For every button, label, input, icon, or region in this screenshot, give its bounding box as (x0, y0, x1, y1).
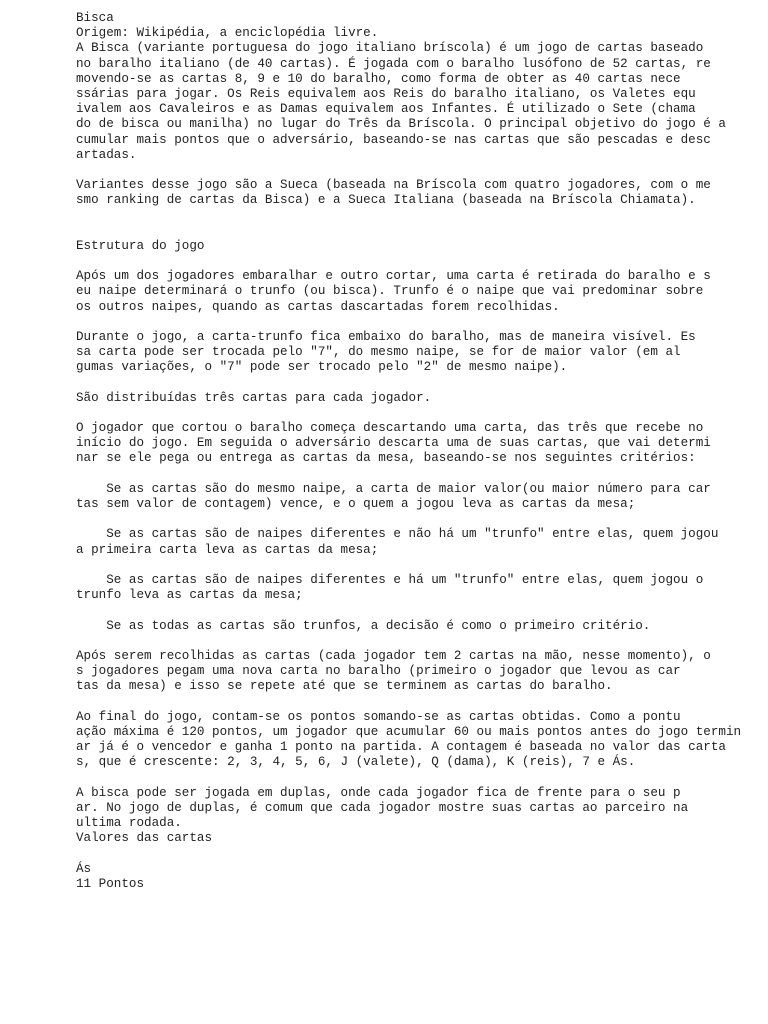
blank-line (76, 224, 756, 239)
text-line: ar. No jogo de duplas, é comum que cada jogador mostre suas cartas ao parceiro na (76, 800, 689, 815)
text-line: os outros naipes, quando as cartas dascartadas forem recolhidas. (76, 299, 560, 314)
blank-line (76, 512, 756, 527)
text-line: tas da mesa) e isso se repete até que se terminem as cartas do baralho. (76, 679, 613, 694)
blank-line (76, 603, 756, 618)
text-line: ssárias para jogar. Os Reis equivalem aos Reis do baralho italiano, os Valetes equ (76, 86, 696, 101)
text-line: Valores das cartas (76, 831, 213, 846)
text-line: movendo-se as cartas 8, 9 e 10 do baralho, como forma de obter as 40 cartas nece (76, 71, 681, 86)
text-line: início do jogo. Em seguida o adversário descarta uma de suas cartas, que vai determi (76, 436, 711, 451)
text-line: a primeira carta leva as cartas da mesa; (76, 542, 379, 557)
blank-line (76, 634, 756, 649)
text-line: s, que é crescente: 2, 3, 4, 5, 6, J (valete), Q (dama), K (reis), 7 e Ás. (76, 755, 636, 770)
blank-line (76, 406, 756, 421)
text-line: ivalem aos Cavaleiros e as Damas equivalem aos Infantes. É utilizado o Sete (chama (76, 102, 696, 117)
text-line: Estrutura do jogo (76, 238, 205, 253)
text-line: 11 Pontos (76, 876, 145, 891)
document-title: Bisca (76, 11, 114, 25)
text-line: Se as cartas são do mesmo naipe, a carta de maior valor(ou maior número para car (76, 481, 711, 496)
blank-line (76, 467, 756, 482)
text-line: ar já é o vencedor e ganha 1 ponto na partida. A contagem é baseada no valor das carta (76, 740, 726, 754)
blank-line (76, 254, 756, 269)
text-line: Variantes desse jogo são a Sueca (baseada na Bríscola com quatro jogadores, com o me (76, 178, 711, 193)
text-line: Durante o jogo, a carta-trunfo fica embaixo do baralho, mas de maneira visível. Es (76, 329, 696, 344)
text-line: Após um dos jogadores embaralhar e outro cortar, uma carta é retirada do baralho e s (76, 269, 711, 284)
text-line: Ás (76, 861, 92, 876)
text-line: Ao final do jogo, contam-se os pontos somando-se as cartas obtidas. Como a pontu (76, 709, 681, 724)
blank-line (76, 376, 756, 391)
blank-line (76, 770, 756, 785)
text-line: do de bisca ou manilha) no lugar do Três da Bríscola. O principal objetivo do jogo é a (76, 117, 726, 132)
text-line: Se as todas as cartas são trunfos, a decisão é como o primeiro critério. (76, 618, 651, 633)
text-line: ação máxima é 120 pontos, um jogador que acumular 60 ou mais pontos antes do jogo termin (76, 724, 742, 739)
text-line: artadas. (76, 147, 137, 162)
text-line: no baralho italiano (de 40 cartas). É jogada com o baralho lusófono de 52 cartas, re (76, 56, 711, 71)
blank-line (76, 694, 756, 709)
blank-line (76, 208, 756, 223)
blank-line (76, 846, 756, 861)
text-line: nar se ele pega ou entrega as cartas da mesa, baseando-se nos seguintes critérios: (76, 451, 696, 466)
text-line: sa carta pode ser trocada pelo "7", do mesmo naipe, se for de maior valor (em al (76, 345, 681, 360)
document-source: Origem: Wikipédia, a enciclopédia livre. (76, 26, 379, 41)
text-line: s jogadores pegam uma nova carta no baralho (primeiro o jogador que levou as car (76, 664, 681, 679)
text-line: São distribuídas três cartas para cada jogador. (76, 390, 432, 405)
text-line: Se as cartas são de naipes diferentes e há um "trunfo" entre elas, quem jogou o (76, 572, 704, 587)
text-line: ultima rodada. (76, 815, 182, 830)
text-line: trunfo leva as cartas da mesa; (76, 588, 303, 603)
text-line: gumas variações, o "7" pode ser trocado pelo "2" de mesmo naipe). (76, 360, 568, 375)
text-line: A Bisca (variante portuguesa do jogo italiano bríscola) é um jogo de cartas baseado (76, 41, 704, 56)
document-text (76, 11, 756, 892)
text-line: O jogador que cortou o baralho começa descartando uma carta, das três que recebe no (76, 421, 704, 436)
blank-line (76, 163, 756, 178)
blank-line (76, 315, 756, 330)
text-line: Após serem recolhidas as cartas (cada jogador tem 2 cartas na mão, nesse momento), o (76, 648, 711, 663)
text-line: tas sem valor de contagem) vence, e o quem a jogou leva as cartas da mesa; (76, 497, 636, 511)
text-line: Se as cartas são de naipes diferentes e não há um "trunfo" entre elas, quem jogou (76, 527, 719, 542)
text-line: eu naipe determinará o trunfo (ou bisca). Trunfo é o naipe que vai predominar sobre (76, 284, 704, 299)
text-line: cumular mais pontos que o adversário, baseando-se nas cartas que são pescadas e desc (76, 132, 711, 147)
blank-line (76, 558, 756, 573)
text-line: smo ranking de cartas da Bisca) e a Sueca Italiana (baseada na Bríscola Chiamata). (76, 193, 696, 208)
text-line: A bisca pode ser jogada em duplas, onde cada jogador fica de frente para o seu p (76, 785, 681, 800)
